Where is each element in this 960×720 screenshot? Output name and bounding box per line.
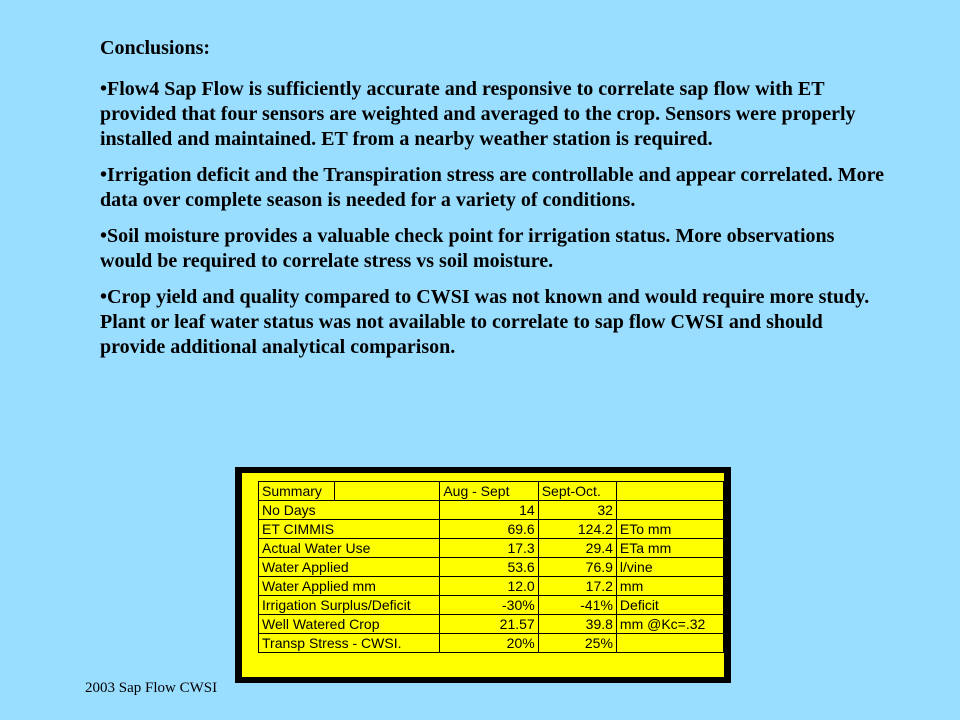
table-cell: 69.6 [440, 520, 538, 539]
table-cell: Summary [259, 482, 335, 501]
table-row [259, 501, 724, 520]
table-cell: Actual Water Use [259, 539, 440, 558]
table-cell [616, 634, 723, 653]
table-cell: 17.2 [538, 577, 616, 596]
table-cell: Sept-Oct. [538, 482, 616, 501]
table-cell [616, 482, 723, 501]
table-cell [335, 482, 440, 501]
conclusion-bullet-4: •Crop yield and quality compared to CWSI was not known and would require more study. Plant or leaf water status was not available to correlate to sap flow CWSI and should provide additional analytical comparison. [100, 286, 870, 358]
table-cell: l/vine [616, 558, 723, 577]
table-cell: 32 [538, 501, 616, 520]
table-cell: ET CIMMIS [259, 520, 440, 539]
table-row [259, 634, 724, 653]
table-cell: Well Watered Crop [259, 615, 440, 634]
table-cell: Aug - Sept [440, 482, 538, 501]
table-row [259, 558, 724, 577]
slide-footer: 2003 Sap Flow CWSI [85, 680, 218, 696]
table-cell: No Days [259, 501, 440, 520]
table-cell: Water Applied mm [259, 577, 440, 596]
conclusion-bullet-3: •Soil moisture provides a valuable check point for irrigation status. More observations would be required to correlate stress vs soil moisture. [100, 225, 835, 272]
summary-table-background [242, 473, 724, 677]
table-cell: 76.9 [538, 558, 616, 577]
table-cell: Irrigation Surplus/Deficit [259, 596, 440, 615]
table-cell: 124.2 [538, 520, 616, 539]
table-row [259, 539, 724, 558]
table-row [259, 596, 724, 615]
table-cell: 20% [440, 634, 538, 653]
summary-table-frame [235, 467, 731, 683]
table-cell: 53.6 [440, 558, 538, 577]
table-cell: 25% [538, 634, 616, 653]
conclusions-text-block [100, 36, 890, 371]
conclusion-bullet-1: •Flow4 Sap Flow is sufficiently accurate and responsive to correlate sap flow with ET provided that four sensors are weighted and averaged to the crop. Sensors were properly installed and maintained. ET from a nearby weather station is required. [100, 78, 856, 150]
summary-table [258, 481, 724, 653]
conclusions-heading: Conclusions: [100, 37, 211, 59]
table-cell: 39.8 [538, 615, 616, 634]
table-row [259, 615, 724, 634]
table-cell: 17.3 [440, 539, 538, 558]
table-cell [616, 501, 723, 520]
table-cell: Transp Stress - CWSI. [259, 634, 440, 653]
table-cell: 12.0 [440, 577, 538, 596]
table-header-row [259, 482, 724, 501]
table-cell: ETa mm [616, 539, 723, 558]
table-cell: mm [616, 577, 723, 596]
table-row [259, 520, 724, 539]
table-cell: Water Applied [259, 558, 440, 577]
table-cell: mm @Kc=.32 [616, 615, 723, 634]
table-cell: 29.4 [538, 539, 616, 558]
table-cell: Deficit [616, 596, 723, 615]
table-cell: 14 [440, 501, 538, 520]
table-cell: 21.57 [440, 615, 538, 634]
table-cell: -41% [538, 596, 616, 615]
table-cell: -30% [440, 596, 538, 615]
table-row [259, 577, 724, 596]
table-cell: ETo mm [616, 520, 723, 539]
conclusion-bullet-2: •Irrigation deficit and the Transpiration stress are controllable and appear correlated. More data over complete season is needed for a variety of conditions. [100, 164, 884, 211]
